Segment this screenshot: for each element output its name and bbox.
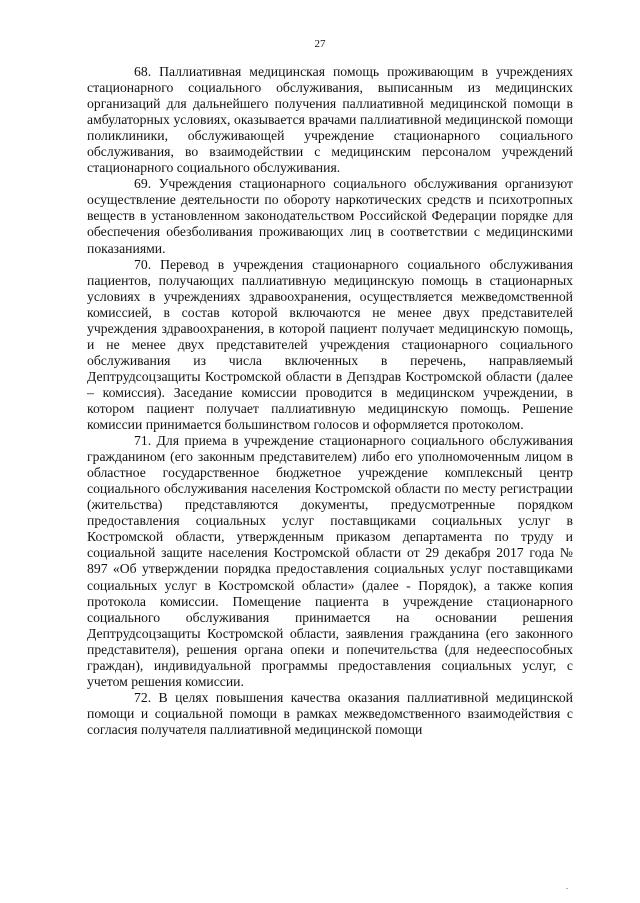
paragraph-text: Перевод в учреждения стационарного социального обслуживания пациентов, получающих паллиативную медицинскую помощь в стационарных условиях в учреждениях здравоохранения, осуществляется межведомственной комиссией, в состав которой включаются не менее двух представителей учреждения здравоохранения, в которой пациент получает медицинскую помощь, и не менее двух представителей учреждения стационарного социального обслуживания из числа включенных в перечень, направляемый Дептрудсоцзащиты Костромской области в Депздрав Костромской области (далее – комиссия). Заседание комиссии проводится в медицинском учреждении, в котором пациент получает паллиативную медицинскую помощь. Решение комиссии принимается большинством голосов и оформляется протоколом.: [87, 256, 574, 433]
paragraph-number: 69.: [134, 176, 152, 192]
paragraph-text: Паллиативная медицинская помощь проживающим в учреждениях стационарного социального обслуживания, выписанным из медицинских организаций для дальнейшего получения паллиативной медицинской помощи в амбулаторных условиях, оказывается врачами паллиативной медицинской помощи поликлиники, обслуживающей учреждение стационарного социального обслуживания, во взаимодействии с медицинским персоналом учреждений стационарного социального обслуживания.: [87, 64, 573, 176]
page-number: 27: [314, 38, 326, 50]
paragraph-number: 71.: [134, 433, 152, 449]
paragraph-71: [87, 433, 573, 690]
paragraph-72: [87, 690, 573, 738]
footer-mark: .: [566, 882, 568, 891]
paragraph-text: Учреждения стационарного социального обслуживания организуют осуществление деятельности по обороту наркотических средств и психотропных веществ в установленном законодательством Российской Федерации порядке для обеспечения обезболивания проживающих лиц в соответствии с медицинскими показаниями.: [87, 176, 574, 256]
paragraph-number: 70.: [134, 256, 152, 272]
paragraph-text: В целях повышения качества оказания паллиативной медицинской помощи и социальной помощи в рамках межведомственного взаимодействия с согласия получателя паллиативной медицинской помощи: [87, 689, 573, 737]
document-body: [87, 64, 573, 738]
paragraph-68: [87, 64, 573, 176]
paragraph-69: [87, 176, 573, 256]
paragraph-number: 68.: [134, 64, 152, 79]
paragraph-70: [87, 257, 573, 434]
paragraph-text: Для приема в учреждение стационарного социального обслуживания гражданином (его законным представителем) либо его уполномоченным лицом в областное государственное бюджетное учреждение комплексный центр социального обслуживания населения Костромской области по месту регистрации (жительства) представляются документы, предусмотренные порядком предоставления социальных услуг поставщиками социальных услуг в Костромской области, утвержденным приказом департамента по труду и социальной защите населения Костромской области от 29 декабря 2017 года № 897 «Об утверждении порядка предоставления социальных услуг поставщиками социальных услуг в Костромской области» (далее - Порядок), а также копия протокола комиссии. Помещение пациента в учреждение стационарного социального обслуживания принимается на основании решения Дептрудсоцзащиты Костромской области, заявления гражданина (его законного представителя), решения органа опеки и попечительства (для недееспособных граждан), индивидуальной программы предоставления социальных услуг, с учетом решения комиссии.: [87, 433, 574, 689]
paragraph-number: 72.: [134, 689, 152, 705]
